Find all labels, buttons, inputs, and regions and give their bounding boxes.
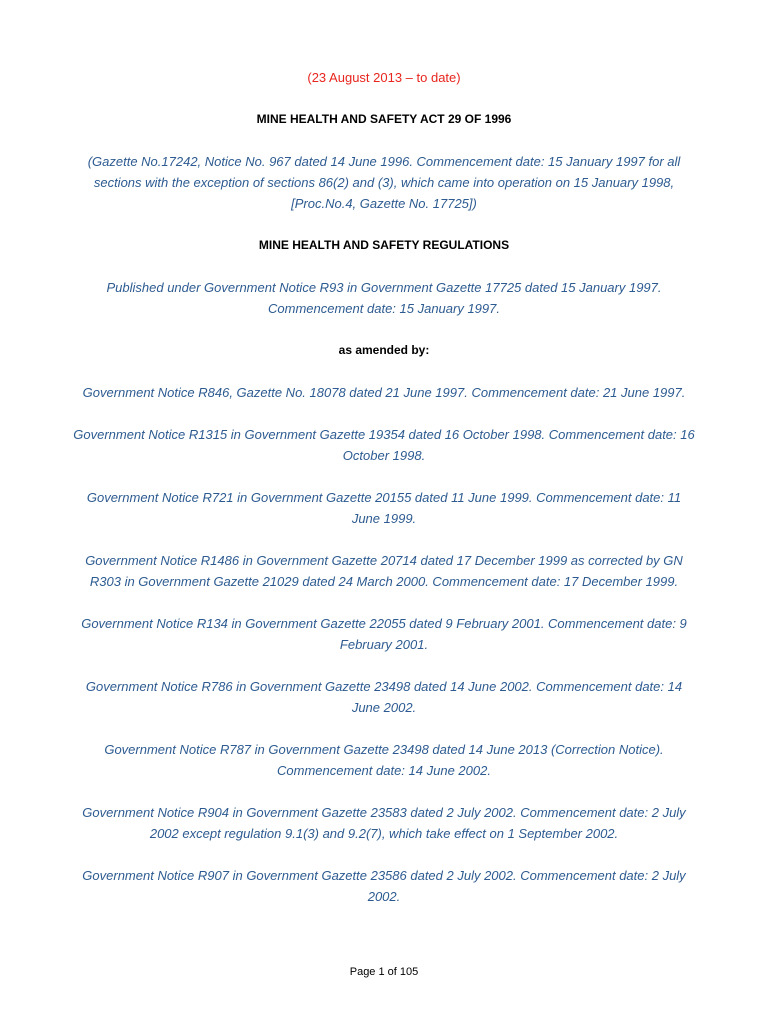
- amendments-list: [72, 382, 696, 907]
- amendment-item: Government Notice R904 in Government Gazette 23583 dated 2 July 2002. Commencement date: 2 July 2002 except regulation 9.1(3) and 9.2(7), which take effect on 1 September 2002.: [82, 805, 686, 841]
- date-range: (23 August 2013 – to date): [307, 70, 461, 85]
- amendment-item: Government Notice R787 in Government Gazette 23498 dated 14 June 2013 (Correction Notice). Commencement date: 14 June 2002.: [104, 742, 664, 778]
- act-gazette-note: (Gazette No.17242, Notice No. 967 dated 14 June 1996. Commencement date: 15 January 1997 for all sections with the exception of sections 86(2) and (3), which came into operation on 15 January 1998, [Proc.No.4, Gazette No. 17725]): [87, 154, 681, 211]
- amendment-item: Government Notice R1486 in Government Gazette 20714 dated 17 December 1999 as corrected by GN R303 in Government Gazette 21029 dated 24 March 2000. Commencement date: 17 December 1999.: [85, 553, 683, 589]
- amendment-item: Government Notice R721 in Government Gazette 20155 dated 11 June 1999. Commencement date: 11 June 1999.: [86, 490, 682, 526]
- amendment-item: Government Notice R846, Gazette No. 18078 dated 21 June 1997. Commencement date: 21 June 1997.: [82, 385, 686, 400]
- amendment-item: Government Notice R1315 in Government Gazette 19354 dated 16 October 1998. Commencement date: 16 October 1998.: [73, 427, 695, 463]
- act-title: MINE HEALTH AND SAFETY ACT 29 OF 1996: [256, 112, 512, 126]
- amendment-item: Government Notice R907 in Government Gazette 23586 dated 2 July 2002. Commencement date: 2 July 2002.: [82, 868, 686, 904]
- page-content: [72, 67, 696, 907]
- amendment-item: Government Notice R134 in Government Gazette 22055 dated 9 February 2001. Commencement date: 9 February 2001.: [81, 616, 687, 652]
- page-number: Page 1 of 105: [349, 966, 419, 978]
- regulations-title: MINE HEALTH AND SAFETY REGULATIONS: [258, 238, 510, 252]
- published-note: Published under Government Notice R93 in Government Gazette 17725 dated 15 January 1997. Commencement date: 15 January 1997.: [106, 280, 662, 316]
- amended-by-heading: as amended by:: [338, 343, 430, 357]
- amendment-item: Government Notice R786 in Government Gazette 23498 dated 14 June 2002. Commencement date: 14 June 2002.: [85, 679, 683, 715]
